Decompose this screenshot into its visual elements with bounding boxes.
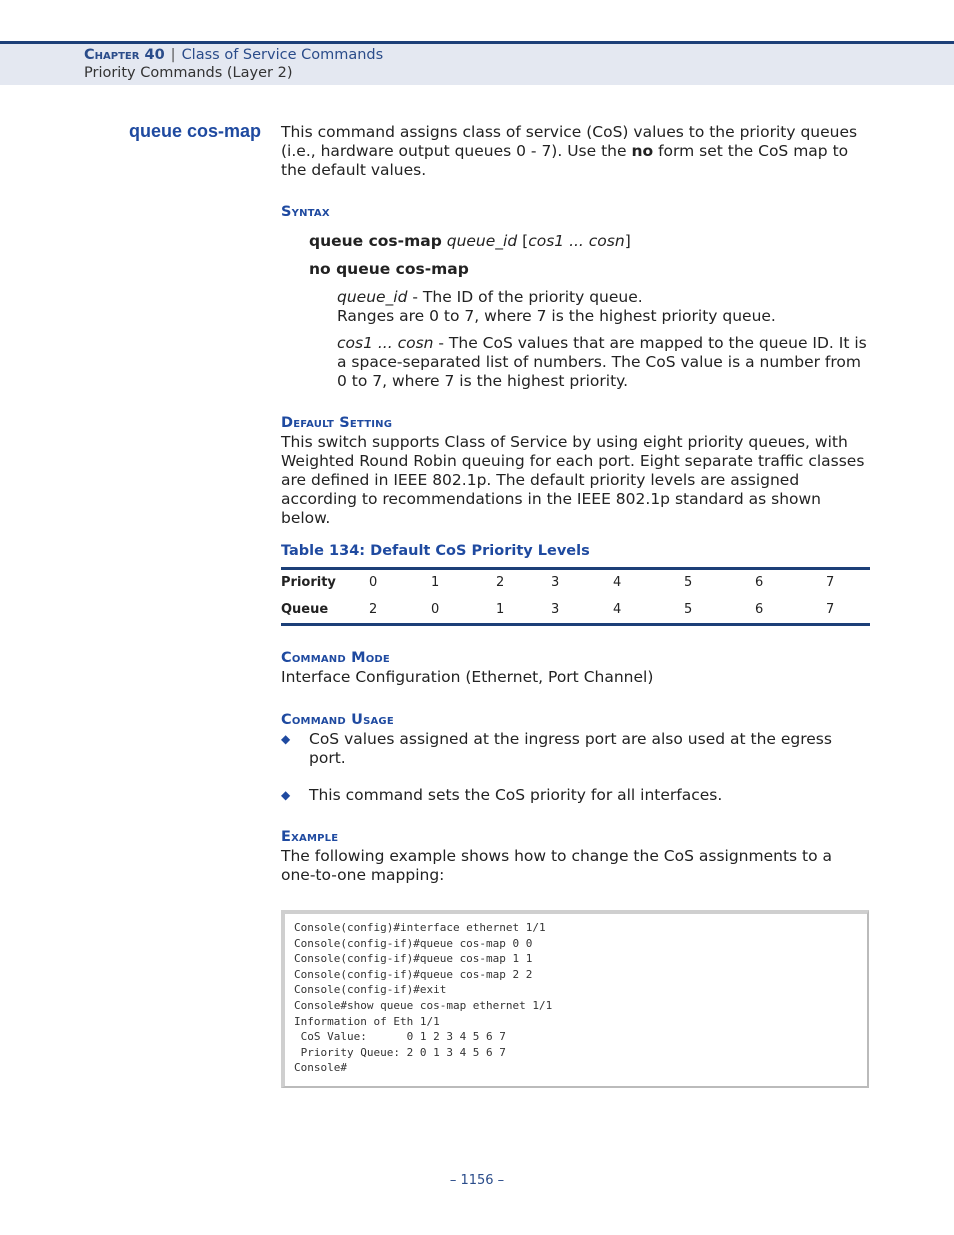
code-block — [294, 920, 552, 1076]
table-cell: 5 — [684, 601, 693, 617]
code-line: Console#show queue cos-map ethernet 1/1 — [294, 998, 553, 1012]
table-cell: 7 — [826, 601, 835, 617]
table-cell: 5 — [684, 575, 693, 590]
table-cell: 4 — [613, 575, 622, 590]
command-description — [281, 123, 871, 180]
description-text-2: form set the CoS map to the default values. — [281, 142, 849, 179]
command-mode-text: Interface Configuration (Ethernet, Port Channel) — [281, 668, 654, 686]
cos-priority-table — [281, 567, 870, 626]
page-number: – 1156 – — [449, 1173, 505, 1188]
code-line: Console(config-if)#queue cos-map 2 2 — [294, 967, 533, 981]
syntax-close-bracket: ] — [624, 232, 631, 250]
table-cell: 2 — [496, 575, 505, 590]
param-name: queue_id — [337, 288, 408, 306]
table-cell: 3 — [551, 575, 560, 590]
default-setting-heading: Default Setting — [281, 415, 393, 431]
syntax-command: queue cos-map — [309, 232, 442, 250]
code-line: CoS Value: 0 1 2 3 4 5 6 7 — [294, 1030, 506, 1044]
default-setting-text: This switch supports Class of Service by using eight priority queues, with Weighted Round Robin queuing for each port. Eight separate traffic classes are defined in IEEE 802.1p. The default priority levels are assigned according to recommendations in the IEEE 802.1p standard as shown below. — [281, 433, 865, 527]
param-cos-list — [337, 334, 872, 391]
table-cell: 0 — [431, 601, 440, 617]
table-row-queue — [281, 597, 870, 624]
syntax-heading: Syntax — [281, 204, 330, 220]
code-line: Console(config-if)#queue cos-map 1 1 — [294, 952, 533, 966]
table-cell: 2 — [369, 601, 378, 617]
code-line: Information of Eth 1/1 — [294, 1014, 440, 1028]
code-line: Console(config-if)#queue cos-map 0 0 — [294, 936, 533, 950]
usage-bullet-text: CoS values assigned at the ingress port are also used at the egress port. — [309, 730, 832, 767]
table-cell: 4 — [613, 601, 622, 617]
description-no-keyword: no — [631, 142, 654, 160]
code-line: Console(config-if)#exit — [294, 983, 447, 997]
param-desc-range: Ranges are 0 to 7, where 7 is the highest priority queue. — [337, 307, 776, 325]
code-line: Console# — [294, 1061, 347, 1075]
header-separator: | — [170, 47, 176, 63]
table-cell: 1 — [431, 575, 440, 590]
code-line: Console(config)#interface ethernet 1/1 — [294, 921, 546, 934]
syntax-optional-arg: cos1 ... cosn — [528, 232, 625, 250]
param-desc: - The CoS values that are mapped to the queue ID. It is a space-separated list of numbers. The CoS value is a number from 0 to 7, where 7 is the highest priority. — [337, 334, 867, 390]
command-mode-heading: Command Mode — [281, 650, 390, 666]
chapter-title: Class of Service Commands — [181, 47, 384, 63]
param-name: cos1 ... cosn — [337, 334, 434, 352]
table-cell: 7 — [826, 575, 835, 590]
section-title: Priority Commands (Layer 2) — [84, 65, 293, 81]
syntax-open-bracket: [ — [522, 232, 529, 250]
table-cell: 0 — [369, 575, 378, 590]
table-caption: Table 134: Default CoS Priority Levels — [281, 543, 590, 559]
syntax-arg: queue_id — [446, 232, 518, 250]
command-usage-heading: Command Usage — [281, 712, 394, 728]
syntax-line-1 — [309, 232, 631, 250]
command-name-heading: queue cos-map — [129, 121, 262, 141]
example-text: The following example shows how to change the CoS assignments to a one-to-one mapping: — [281, 847, 833, 884]
description-text-1: This command assigns class of service (CoS) values to the priority queues (i.e., hardware output queues 0 - 7). Use the — [281, 123, 858, 160]
diamond-bullet-icon: ◆ — [281, 732, 291, 746]
table-cell: 6 — [755, 601, 764, 617]
table-cell: 6 — [755, 575, 764, 590]
param-desc: - The ID of the priority queue. — [407, 288, 643, 306]
diamond-bullet-icon: ◆ — [281, 788, 291, 802]
syntax-line-2: no queue cos-map — [309, 260, 469, 278]
row-header: Priority — [281, 575, 336, 590]
chapter-line — [84, 47, 383, 63]
example-heading: Example — [281, 829, 339, 845]
code-example-box — [281, 910, 869, 1088]
table-row-priority — [281, 570, 870, 597]
usage-bullet-text: This command sets the CoS priority for all interfaces. — [309, 786, 723, 804]
table-cell: 1 — [496, 601, 505, 617]
page-header — [0, 41, 954, 85]
table-cell: 3 — [551, 601, 560, 617]
code-line: Priority Queue: 2 0 1 3 4 5 6 7 — [294, 1045, 506, 1059]
param-queue-id — [337, 288, 872, 326]
chapter-number: Chapter 40 — [84, 47, 165, 63]
row-header: Queue — [281, 601, 329, 617]
